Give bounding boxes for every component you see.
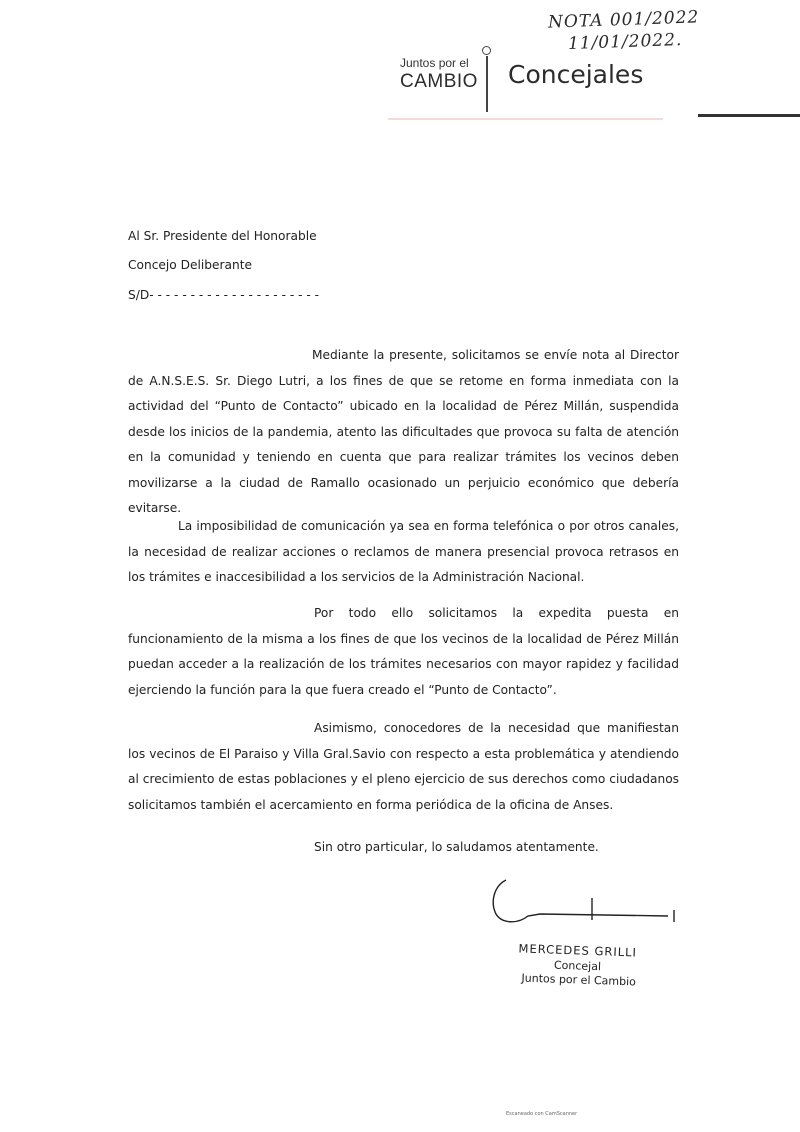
divider-dot-icon [482,46,491,55]
letterhead-dark-rule [698,114,800,117]
letterhead-divider [486,56,488,112]
stamp-name: MERCEDES GRILLI [518,941,638,960]
address-line-3: S/D- - - - - - - - - - - - - - - - - - - - - [128,288,320,302]
signature-stamp [517,941,668,989]
stamp-role: Concejal [553,958,602,974]
letterhead-title: Concejales [508,60,644,89]
letterhead [390,44,670,114]
paragraph-2: La imposibilidad de comunicación ya sea en forma telefónica o por otros canales, la necesidad de realizar acciones o reclamos de manera presencial provoca retrasos en los trámites e inaccesibilidad a los servicios de la Administración Nacional. [128,519,679,584]
handwritten-note-number: NOTA 001/2022 [547,7,700,33]
address-line-2: Concejo Deliberante [128,258,252,272]
paragraph-3: Por todo ello solicitamos la expedita puesta en funcionamiento de la misma a los fines de que los vecinos de la localidad de Pérez Millán puedan acceder a la realización de los trámites necesarios con mayor rapidez y facilidad ejerciendo la función para la que fuera creado el “Punto de Contacto”. [128,606,679,697]
closing-line: Sin otro particular, lo saludamos atentamente. [314,840,599,854]
letterhead-cambio-text: CAMBIO [400,71,478,92]
signature-mark [484,872,684,942]
paragraph-1: Mediante la presente, solicitamos se envíe nota al Director de A.N.S.E.S. Sr. Diego Lutri, a los fines de que se retome en forma inmediata con la actividad del “Punto de Contacto” ubicado en la localidad de Pérez Millán, suspendida desde los inicios de la pandemia, atento las dificultades que provoca su falta de atención en la comunidad y teniendo en cuenta que para realizar trámites los vecinos deben movilizarse a la ciudad de Ramallo ocasionado un perjuicio económico que debería evitarse. [128,348,679,515]
letterhead-pink-rule [388,118,663,120]
scan-watermark: Escaneado con CamScanner [506,1111,578,1117]
paragraph-4: Asimismo, conocedores de la necesidad que manifiestan los vecinos de El Paraiso y Villa Gral.Savio con respecto a esta problemática y atendiendo al crecimiento de estas poblaciones y el pleno ejercicio de sus derechos como ciudadanos solicitamos también el acercamiento en forma periódica de la oficina de Anses. [128,721,679,812]
stamp-party: Juntos por el Cambio [521,971,637,989]
handwritten-note-date: 11/01/2022. [567,30,683,54]
letterhead-small-text: Juntos por el [400,56,469,70]
address-line-1: Al Sr. Presidente del Honorable [128,229,317,243]
